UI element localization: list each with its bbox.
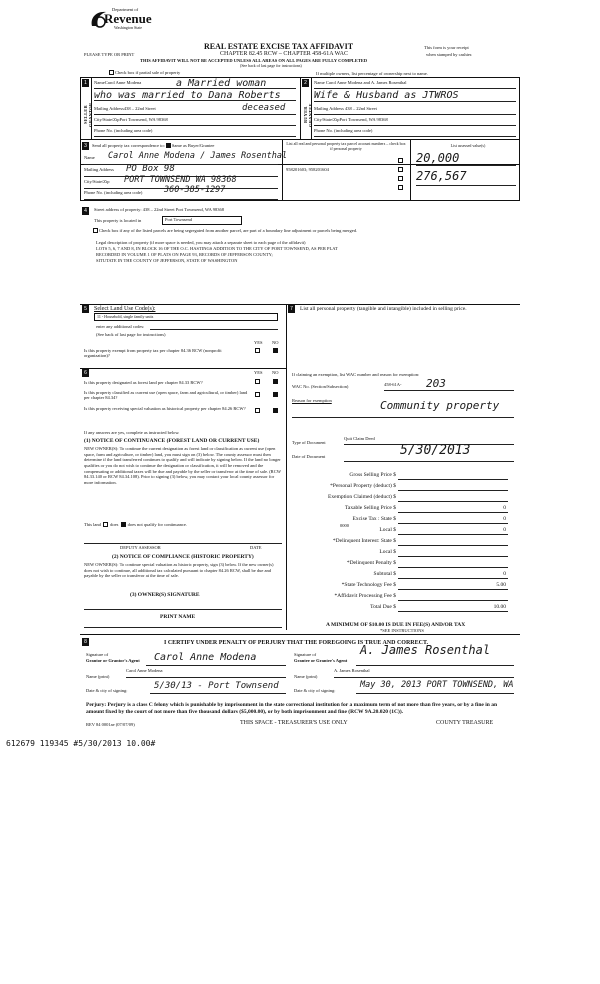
tax-row-value[interactable] xyxy=(398,494,508,502)
deputy-date-label: DATE xyxy=(250,545,262,550)
corr-name-field[interactable]: Name xyxy=(84,155,278,165)
corr-name-hw: Carol Anne Modena / James Rosenthal xyxy=(108,151,288,161)
buyer-name-field[interactable]: Name Carol Anne Modena and A. James Rosenthal xyxy=(314,80,516,89)
forest-yes-checkbox[interactable] xyxy=(254,379,261,385)
tax-row xyxy=(292,558,508,569)
logo-name: Revenue xyxy=(104,11,152,26)
tax-row-value[interactable]: 0 xyxy=(398,527,508,535)
seller-deceased-hw: deceased xyxy=(242,103,286,113)
doc-type-label: Type of Document xyxy=(292,440,326,445)
receipt-line2: when stamped by cashier. xyxy=(426,52,473,57)
print-name-line[interactable] xyxy=(84,622,282,628)
grantee-date-hw: May 30, 2013 PORT TOWNSEND, WA xyxy=(360,680,514,690)
exempt-yes-header: YES xyxy=(254,340,263,345)
section-5-badge: 5 xyxy=(82,305,89,313)
seller-city-field[interactable]: City/State/ZipPort Townsend, WA 98368 xyxy=(94,117,296,126)
deputy-assessor-label: DEPUTY ASSESSOR xyxy=(120,545,161,550)
doc-date-hw: 5/30/2013 xyxy=(400,443,471,458)
seller-name-hw: a Married woman xyxy=(176,78,267,89)
grantee-sig-label-1: Signature of xyxy=(294,652,317,657)
grantor-date-hw: 5/30/13 - Port Townsend xyxy=(154,681,279,691)
section-8-badge: 8 xyxy=(82,638,89,646)
tax-row xyxy=(292,492,508,503)
wac-claim: If claiming an exemption, list WAC number and reason for exemption: xyxy=(292,372,420,377)
legal-label: Legal description of property (if more space is needed, you may attach a separate sheet to each page of the affidavit) xyxy=(96,240,306,245)
if-yes-note: If any answers are yes, complete as instructed below. xyxy=(84,430,180,435)
tax-row xyxy=(292,569,508,580)
historic-question: Is this property receiving special valuation as historical property per chapter 84.26 RCW? xyxy=(84,406,246,411)
tax-row xyxy=(292,536,508,547)
print-name-label: PRINT NAME xyxy=(160,614,196,620)
wac-label: WAC No. (Section/Subsection) xyxy=(292,384,349,389)
logo-state: Washington State xyxy=(114,25,143,30)
tax-row-value[interactable] xyxy=(398,483,508,491)
section-6-badge: 6 xyxy=(82,369,89,377)
grantee-date-label: Date & city of signing: xyxy=(294,688,336,693)
partial-sale[interactable]: Check box if partial sale of property xyxy=(108,70,180,75)
continuance-text: NEW OWNER(S): To continue the current designation as forest land or classification as current use (open space, farm and agriculture, or timber) land, you must sign on (3) below. The county assessor must then determine if the land transferred continues to qualify and will indicate by signing below. If the land no longer qualifies or you do not wish to continue the designation or classification, it will be removed and the compensating or additional taxes will be due and payable by the seller or transferor at the time of sale. (RCW 84.33.140 or RCW 84.34.108). Prior to signing (3) below, you may contact your local county assessor for more information. xyxy=(84,446,281,485)
correspondence-label: Send all property tax correspondence to: Same as Buyer/Grantee xyxy=(92,143,215,148)
current-use-yes-checkbox[interactable] xyxy=(254,392,261,398)
wac-field[interactable]: 458-61A- xyxy=(384,382,514,391)
multiple-owners: If multiple owners, list percentage of ownership next to name. xyxy=(316,71,428,76)
see-instructions: *SEE INSTRUCTIONS xyxy=(380,628,424,633)
grantor-sig-hw: Carol Anne Modena xyxy=(154,652,257,663)
personal-prop-text: List all personal property (tangible and intangible) included in selling price. xyxy=(300,306,467,312)
parcels-header: List all real and personal property tax parcel account numbers – check box if personal property xyxy=(286,141,406,151)
historic-text: NEW OWNER(S): To continue special valuation as historic property, sign (3) below. If the new owner(s) does not wish to continue, all additional tax calculated pursuant to chapter 84.26 RCW, shall be due and payable by the seller or transferor at the time of sale. xyxy=(84,562,274,579)
tax-row-label: Total Due $ xyxy=(370,604,396,610)
section-1-badge: 1 xyxy=(82,79,89,87)
tax-row-value[interactable]: 0 xyxy=(398,571,508,579)
land-use-field[interactable]: 11 - Household, single family units xyxy=(94,313,278,321)
rev-code: REV 84 0001ae (07/07/09) xyxy=(86,722,135,727)
does-not-checkbox[interactable] xyxy=(121,522,126,527)
tax-row-label: *Delinquent Penalty $ xyxy=(346,560,396,566)
tax-row xyxy=(292,514,508,525)
seller-mailing-field[interactable]: Mailing Address438 – 22nd Street xyxy=(94,106,296,115)
form-chapter: CHAPTER 82.45 RCW – CHAPTER 458-61A WAC xyxy=(220,51,348,57)
receipt-line1: This form is your receipt xyxy=(424,45,469,50)
dor-logo xyxy=(88,6,150,46)
grantee-sig-hw: A. James Rosenthal xyxy=(360,643,491,657)
see-back: (See back of last page for instructions) xyxy=(240,63,302,68)
buyer-name-hw: Wife & Husband as JTWROS xyxy=(314,90,516,102)
tax-row-label: Gross Selling Price $ xyxy=(349,472,396,478)
logo-dept: Department of xyxy=(112,7,139,12)
historic-title: (2) NOTICE OF COMPLIANCE (HISTORIC PROPERTY) xyxy=(112,554,254,560)
recording-stamp: 612679 119345 #5/30/2013 10.00# xyxy=(6,739,156,748)
grantor-name-field[interactable]: Carol Anne Modena xyxy=(126,668,286,678)
deputy-sign-line[interactable] xyxy=(84,534,282,544)
owner-sig-title: (3) OWNER(S) SIGNATURE xyxy=(130,592,200,598)
legal-line-2: RECORDED IN VOLUME 1 OF PLATS ON PAGE 93, RECORDS OF JEFFERSON COUNTY; xyxy=(96,252,273,257)
current-use-question: Is this property classified as current use (open space, farm and agricultural, or timber) land per chapter 84.34? xyxy=(84,390,248,401)
section-4-badge: 4 xyxy=(82,207,89,215)
current-use-no-checkbox[interactable] xyxy=(272,392,279,398)
historic-yes-checkbox[interactable] xyxy=(254,408,261,414)
grantor-sig-label-2: Grantor or Grantor's Agent xyxy=(86,658,140,663)
minimum-note: A MINIMUM OF $10.00 IS DUE IN FEE(S) AND/OR TAX xyxy=(326,622,466,628)
tax-row xyxy=(292,503,508,514)
owner-sig-line[interactable] xyxy=(84,602,282,610)
please-type: PLEASE TYPE OR PRINT xyxy=(84,52,135,57)
exempt-no-checkbox[interactable] xyxy=(272,348,279,354)
section-3-badge: 3 xyxy=(82,142,89,150)
assessed-value-1: 20,000 xyxy=(416,152,516,166)
street-field[interactable]: Street address of property: 438 – 22nd Street Port Townsend, WA 98368 xyxy=(94,207,225,212)
tax-row-label: Subtotal $ xyxy=(373,571,396,577)
buyer-phone-field[interactable]: Phone No. (including area code) xyxy=(314,128,516,137)
section-7-badge: 7 xyxy=(288,305,295,313)
tax-row xyxy=(292,481,508,492)
tax-row-value[interactable] xyxy=(398,538,508,546)
reason-hw: Community property xyxy=(380,399,500,412)
reason-line[interactable] xyxy=(292,410,514,418)
exempt-no-header: NO xyxy=(272,340,279,345)
tax-row-label: *Personal Property (deduct) $ xyxy=(330,483,396,489)
corr-city-field[interactable]: City/State/Zip xyxy=(84,179,278,189)
tax-row-value[interactable]: 10.00 xyxy=(398,604,508,612)
tax-row-value[interactable]: 5.00 xyxy=(398,582,508,590)
tax-row-value[interactable] xyxy=(398,549,508,557)
treasurer-label: THIS SPACE - TREASURER'S USE ONLY xyxy=(240,720,348,726)
tax-row-value[interactable] xyxy=(398,560,508,568)
grantee-name-label: Name (print) xyxy=(294,674,318,679)
seller-phone-field[interactable]: Phone No. (including area code) xyxy=(94,128,296,137)
tax-row-label: *State Technology Fee $ xyxy=(341,582,396,588)
tax-row-label: Taxable Selling Price $ xyxy=(344,505,396,511)
tax-row-label: *Delinquent Interest: State $ xyxy=(332,538,396,544)
tax-row-value[interactable] xyxy=(398,593,508,601)
tax-row-label: Exemption Claimed (deduct) $ xyxy=(328,494,396,500)
buyer-city-field[interactable]: City/State/ZipPort Townsend, WA 98368 xyxy=(314,117,516,126)
buyer-mailing-field[interactable]: Mailing Address 438 – 22nd Street xyxy=(314,106,516,115)
tax-row xyxy=(292,591,508,602)
does-checkbox[interactable] xyxy=(103,522,108,527)
tax-row-label: *Affidavit Processing Fee $ xyxy=(334,593,396,599)
corr-mailing-hw: PO Box 98 xyxy=(126,164,175,174)
not-accepted: THIS AFFIDAVIT WILL NOT BE ACCEPTED UNLESS ALL AREAS ON ALL PAGES ARE FULLY COMPLETED xyxy=(140,58,368,63)
form-title: REAL ESTATE EXCISE TAX AFFIDAVIT xyxy=(204,42,354,51)
seller-line2-hw: who was married to Dana Roberts xyxy=(94,90,296,101)
exempt-yes-checkbox[interactable] xyxy=(254,348,261,354)
tax-row-label: Local $ xyxy=(379,527,396,533)
located-label: This property is located in xyxy=(94,218,142,223)
land-use-label: Select Land Use Code(s): xyxy=(94,306,156,312)
same-as-buyer-checkbox[interactable] xyxy=(166,143,171,148)
section-2-badge: 2 xyxy=(302,79,309,87)
corr-phone-field[interactable]: Phone No. (including area code) xyxy=(84,190,278,200)
tax-row xyxy=(292,470,508,481)
continuance-title: (1) NOTICE OF CONTINUANCE (FOREST LAND OR CURRENT USE) xyxy=(84,438,260,444)
assessed-header: List assessed value(s) xyxy=(450,143,486,148)
legal-line-3: SITUTATE IN THE COUNTY OF JEFFERSON, STATE OF WASHINGTON xyxy=(96,258,238,263)
tax-row-value[interactable] xyxy=(398,472,508,480)
tax-row-value[interactable]: 0 xyxy=(398,516,508,524)
tax-row xyxy=(292,547,508,558)
segregated-line[interactable]: Check box if any of the listed parcels are being segregated from another parcel, are part of a boundary line adjustment or parcels being merged. xyxy=(92,228,357,233)
parcel-checkboxes[interactable] xyxy=(398,158,403,194)
doc-type-field[interactable]: Quit Claim Deed xyxy=(344,436,514,445)
tax-row xyxy=(292,525,508,536)
forest-no-checkbox[interactable] xyxy=(272,379,279,385)
corr-city-hw: PORT TOWNSEND WA 98368 xyxy=(124,175,237,185)
tax-row-label: Excise Tax : State $ xyxy=(352,516,396,522)
grantor-name-label: Name (print) xyxy=(86,674,110,679)
corr-phone-hw: 360-385-1297 xyxy=(164,185,226,195)
reason-label: Reason for exemption xyxy=(292,398,332,403)
tax-rows xyxy=(292,470,508,613)
wac-hw: 203 xyxy=(426,377,446,390)
county-treasurer-label: COUNTY TREASURE xyxy=(436,720,494,726)
located-field[interactable]: Port Townsend xyxy=(162,216,242,225)
tax-row-value[interactable]: 0 xyxy=(398,505,508,513)
local-code: 0000 xyxy=(340,523,349,528)
corr-mailing-field[interactable]: Mailing Address xyxy=(84,167,278,177)
seller-name-field[interactable]: NameCarol Anne Modena xyxy=(94,80,296,89)
forest-question: Is this property designated as forest land per chapter 84.33 RCW? xyxy=(84,380,203,385)
assessed-value-2: 276,567 xyxy=(416,170,516,186)
parcel-numbers: 958201603; 958201604 xyxy=(286,167,329,172)
seller-side-label: SELLER GRANTOR xyxy=(83,102,94,128)
s6-yes-header: YES xyxy=(254,370,263,375)
grantee-sig-label-2: Grantee or Grantee's Agent xyxy=(294,658,348,663)
perjury-note: Perjury: Perjury is a class C felony which is punishable by imprisonment in the state correctional institution for a maximum term of not more than five years, or by a fine in an amount fixed by the court of not more than five thousand dollars ($5,000.00), or by both imprisonment and fine (RCW 9A.20.020 (1C)). xyxy=(86,702,497,716)
additional-codes-field[interactable] xyxy=(150,324,278,330)
legal-line-1: LOTS 5, 6, 7 AND 8, IN BLOCK 16 OF THE O.C. HASTINGS ADDITION TO THE CITY OF PORT TOWNSEND, AS PER PLAT xyxy=(96,246,338,251)
qualify-line: This land does does not qualify for continuance. xyxy=(84,522,187,527)
historic-no-checkbox[interactable] xyxy=(272,408,279,414)
buyer-side-label: BUYER GRANTEE xyxy=(303,103,314,127)
tax-row xyxy=(292,602,508,613)
grantee-name-field[interactable]: A. James Rosenthal xyxy=(334,668,514,678)
grantor-sig-label-1: Signature of xyxy=(86,652,109,657)
doc-date-label: Date of Document xyxy=(292,454,326,459)
tax-row-label: Local $ xyxy=(379,549,396,555)
s6-no-header: NO xyxy=(272,370,279,375)
grantor-date-label: Date & city of signing: xyxy=(86,688,128,693)
tax-row xyxy=(292,580,508,591)
additional-codes: enter any additional codes: xyxy=(96,324,145,329)
certify-statement: I CERTIFY UNDER PENALTY OF PERJURY THAT THE FOREGOING IS TRUE AND CORRECT. xyxy=(164,640,429,646)
exempt-question: Is this property exempt from property tax per chapter 84.36 RCW (nonprofit organization)? xyxy=(84,348,222,359)
land-use-see-back: (See back of last page for instructions) xyxy=(96,332,166,337)
